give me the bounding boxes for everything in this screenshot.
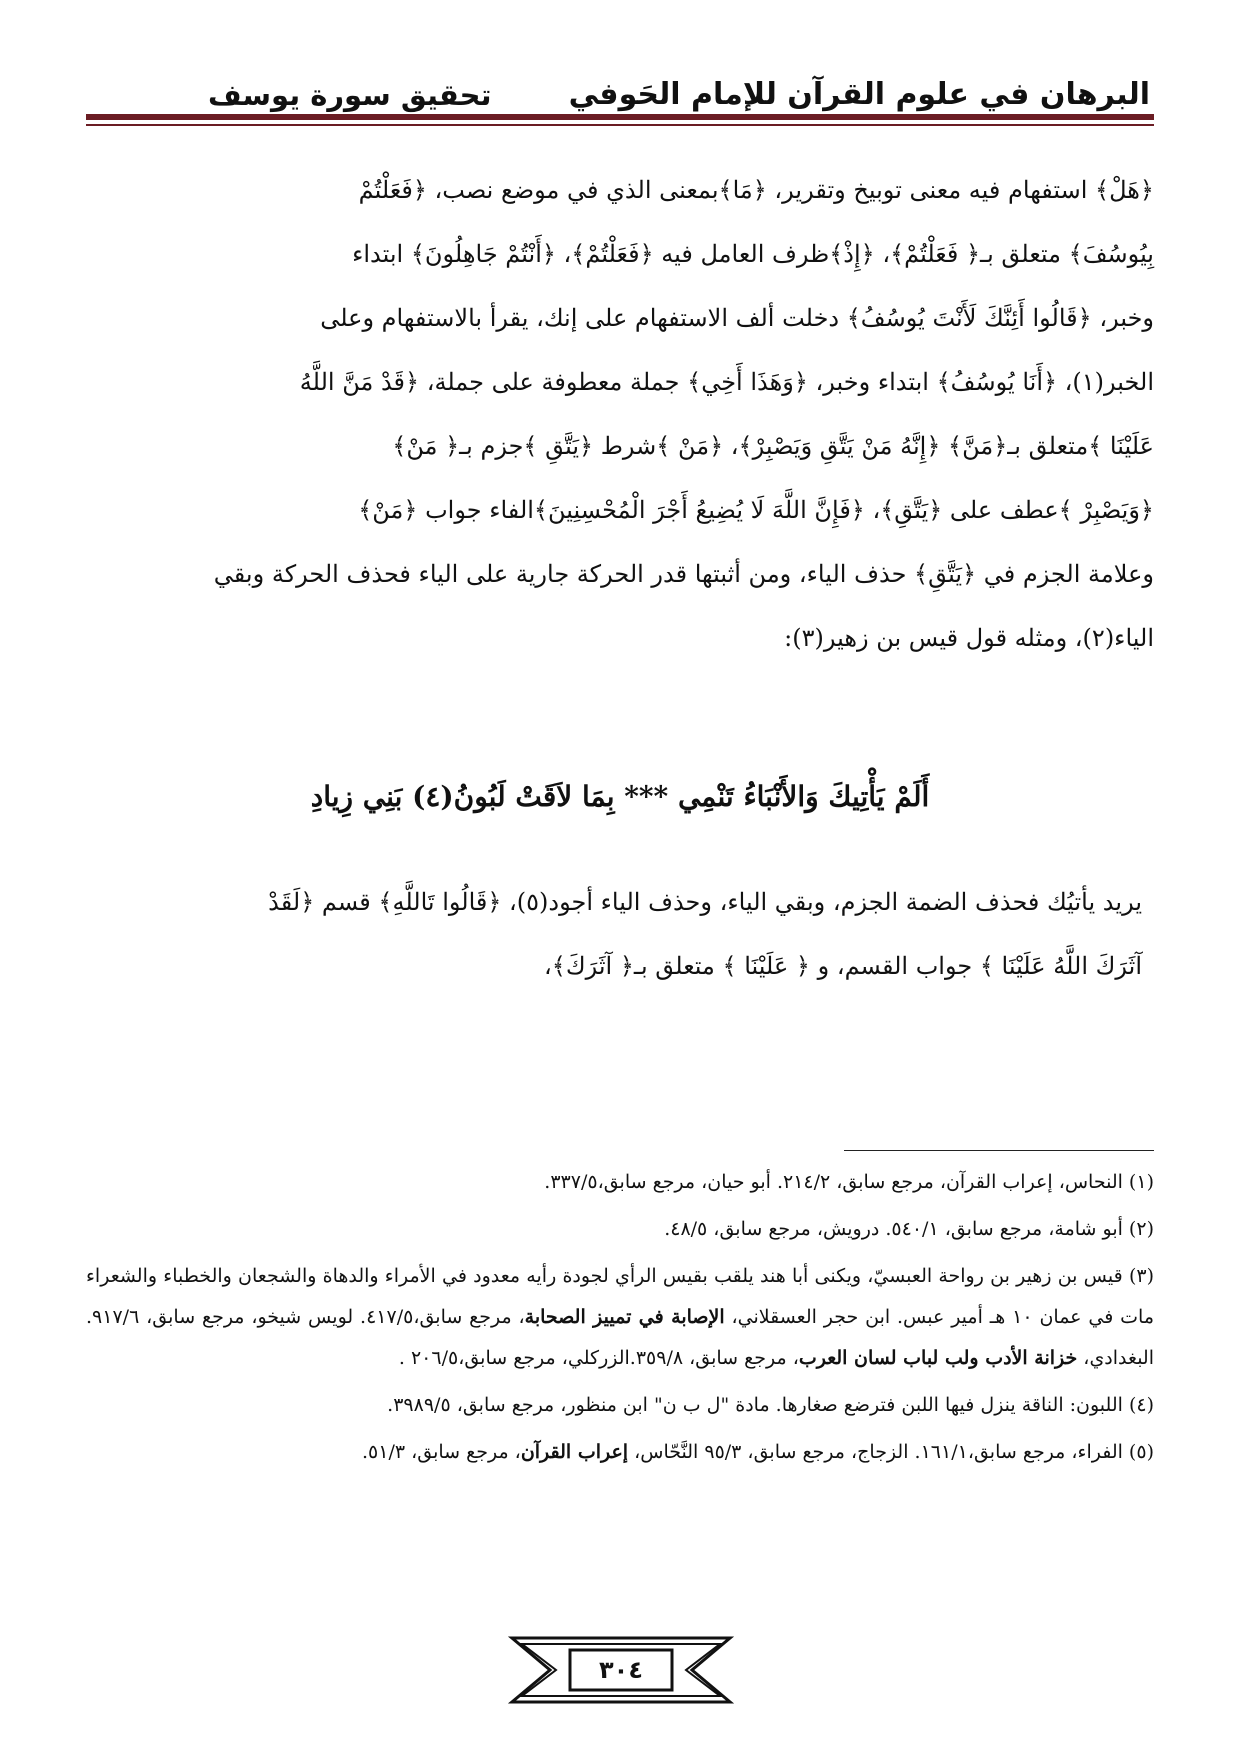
body-line: بِيُوسُفَ﴾ متعلق بـ﴿ فَعَلْتُمْ﴾، ﴿إِذْ﴾ظرف العامل فيه ﴿فَعَلْتُمْ﴾، ﴿أَنْتُمْ جَاهِلُونَ﴾ ابتداء xyxy=(352,240,1154,268)
body-paragraph-2 xyxy=(86,870,1142,998)
footnote-3-text-end: ، مرجع سابق، ٣٥٩/٨.الزركلي، مرجع سابق،٢٠٦/٥ . xyxy=(398,1347,799,1369)
body-line: يريد يأتيُك فحذف الضمة الجزم، وبقي الياء، وحذف الياء أجود(٥)، ﴿قَالُوا تَاللَّهِ﴾ قسم ﴿لَقَدْ xyxy=(268,888,1142,916)
body-line: ﴿وَيَصْبِرْ ﴾عطف على ﴿يَتَّقِ﴾، ﴿فَإِنَّ اللَّهَ لَا يُضِيعُ أَجْرَ الْمُحْسِنِينَ﴾الفاء جواب ﴿مَنْ﴾ xyxy=(358,496,1154,524)
section-title: تحقيق سورة يوسف xyxy=(208,78,492,112)
body-paragraph xyxy=(86,158,1154,670)
footnote-5-text: (٥) الفراء، مرجع سابق،١٦١/١. الزجاج، مرجع سابق، ٩٥/٣ النَّحّاس، xyxy=(628,1441,1154,1463)
header-rule-thick xyxy=(86,114,1154,120)
footnote-separator xyxy=(844,1150,1154,1151)
body-line: وعلامة الجزم في ﴿يَتَّقِ﴾ حذف الياء، ومن أثبتها قدر الحركة جارية على الياء فحذف الحركة وبقي xyxy=(213,560,1154,588)
body-line: ﴿هَلْ﴾ استفهام فيه معنى توبيخ وتقرير، ﴿مَا﴾بمعنى الذي في موضع نصب، ﴿فَعَلْتُمْ xyxy=(358,176,1154,204)
footnote-3-text: (٣) قيس بن زهير بن رواحة العبسيّ، ويكنى أبا هند يلقب بقيس الرأي لجودة رأيه معدود في الأمراء والدهاة والشجعان والخطباء والشعراء مات في عمان ١٠ هـ أمير عبس. ابن حجر العسقلاني، xyxy=(86,1265,1154,1328)
page-number-frame xyxy=(508,1634,734,1706)
book-title: البرهان في علوم القرآن للإمام الحَوفي xyxy=(568,77,1150,112)
body-line: عَلَيْنَا ﴾متعلق بـ﴿مَنَّ﴾ ﴿إِنَّهُ مَنْ يَتَّقِ وَيَصْبِرْ﴾، ﴿مَنْ ﴾شرط ﴿يَتَّقِ ﴾جزم بـ﴿ مَنْ﴾ xyxy=(392,432,1154,460)
footnote-1: (١) النحاس، إعراب القرآن، مرجع سابق، ٢١٤/٢. أبو حيان، مرجع سابق،٣٣٧/٥. xyxy=(544,1171,1154,1193)
footnote-4: (٤) اللبون: الناقة ينزل فيها اللبن فترضع صغارها. مادة "ل ب ن" ابن منظور، مرجع سابق، ٣٩٨٩/٥. xyxy=(387,1394,1154,1416)
footnote-5 xyxy=(86,1432,1154,1473)
footnote-3-text-mid: ، مرجع سابق،٤١٧/٥. لويس شيخو، مرجع سابق، ٩١٧/٦. البغدادي، xyxy=(86,1306,1154,1369)
footnotes xyxy=(86,1162,1154,1479)
page-number: ٣٠٤ xyxy=(599,1656,643,1684)
footnote-3 xyxy=(86,1256,1154,1379)
body-line: الخبر(١)، ﴿أَنَا يُوسُفُ﴾ ابتداء وخبر، ﴿وَهَذَا أَخِي﴾ جملة معطوفة على جملة، ﴿قَدْ مَنَّ اللَّهُ xyxy=(299,368,1154,396)
footnote-5-book: إعراب القرآن xyxy=(520,1441,629,1463)
body-line: وخبر، ﴿قَالُوا أَئِنَّكَ لَأَنْتَ يُوسُفُ﴾ دخلت ألف الاستفهام على إنك، يقرأ بالاستفهام وعلى xyxy=(320,304,1154,332)
footnote-3-book-2: خزانة الأدب ولب لباب لسان العرب xyxy=(798,1347,1078,1369)
footnote-2: (٢) أبو شامة، مرجع سابق، ٥٤٠/١. درويش، مرجع سابق، ٤٨/٥. xyxy=(664,1218,1154,1240)
poetry-verse: أَلَمْ يَأْتِيكَ وَالأَنْبَاءُ تَنْمِي *** بِمَا لاَقَتْ لَبُونُ(٤) بَنِي زِيادِ xyxy=(310,780,930,813)
body-line: الياء(٢)، ومثله قول قيس بن زهير(٣): xyxy=(784,624,1154,652)
header-rule-thin xyxy=(86,124,1154,126)
running-header xyxy=(86,62,1154,112)
footnote-5-text-end: ، مرجع سابق، ٥١/٣. xyxy=(361,1441,521,1463)
footnote-3-book-1: الإصابة في تمييز الصحابة xyxy=(524,1306,725,1328)
body-line: آثَرَكَ اللَّهُ عَلَيْنَا ﴾ جواب القسم، و ﴿ عَلَيْنَا ﴾ متعلق بـ﴿ آثَرَكَ﴾، xyxy=(544,952,1142,980)
